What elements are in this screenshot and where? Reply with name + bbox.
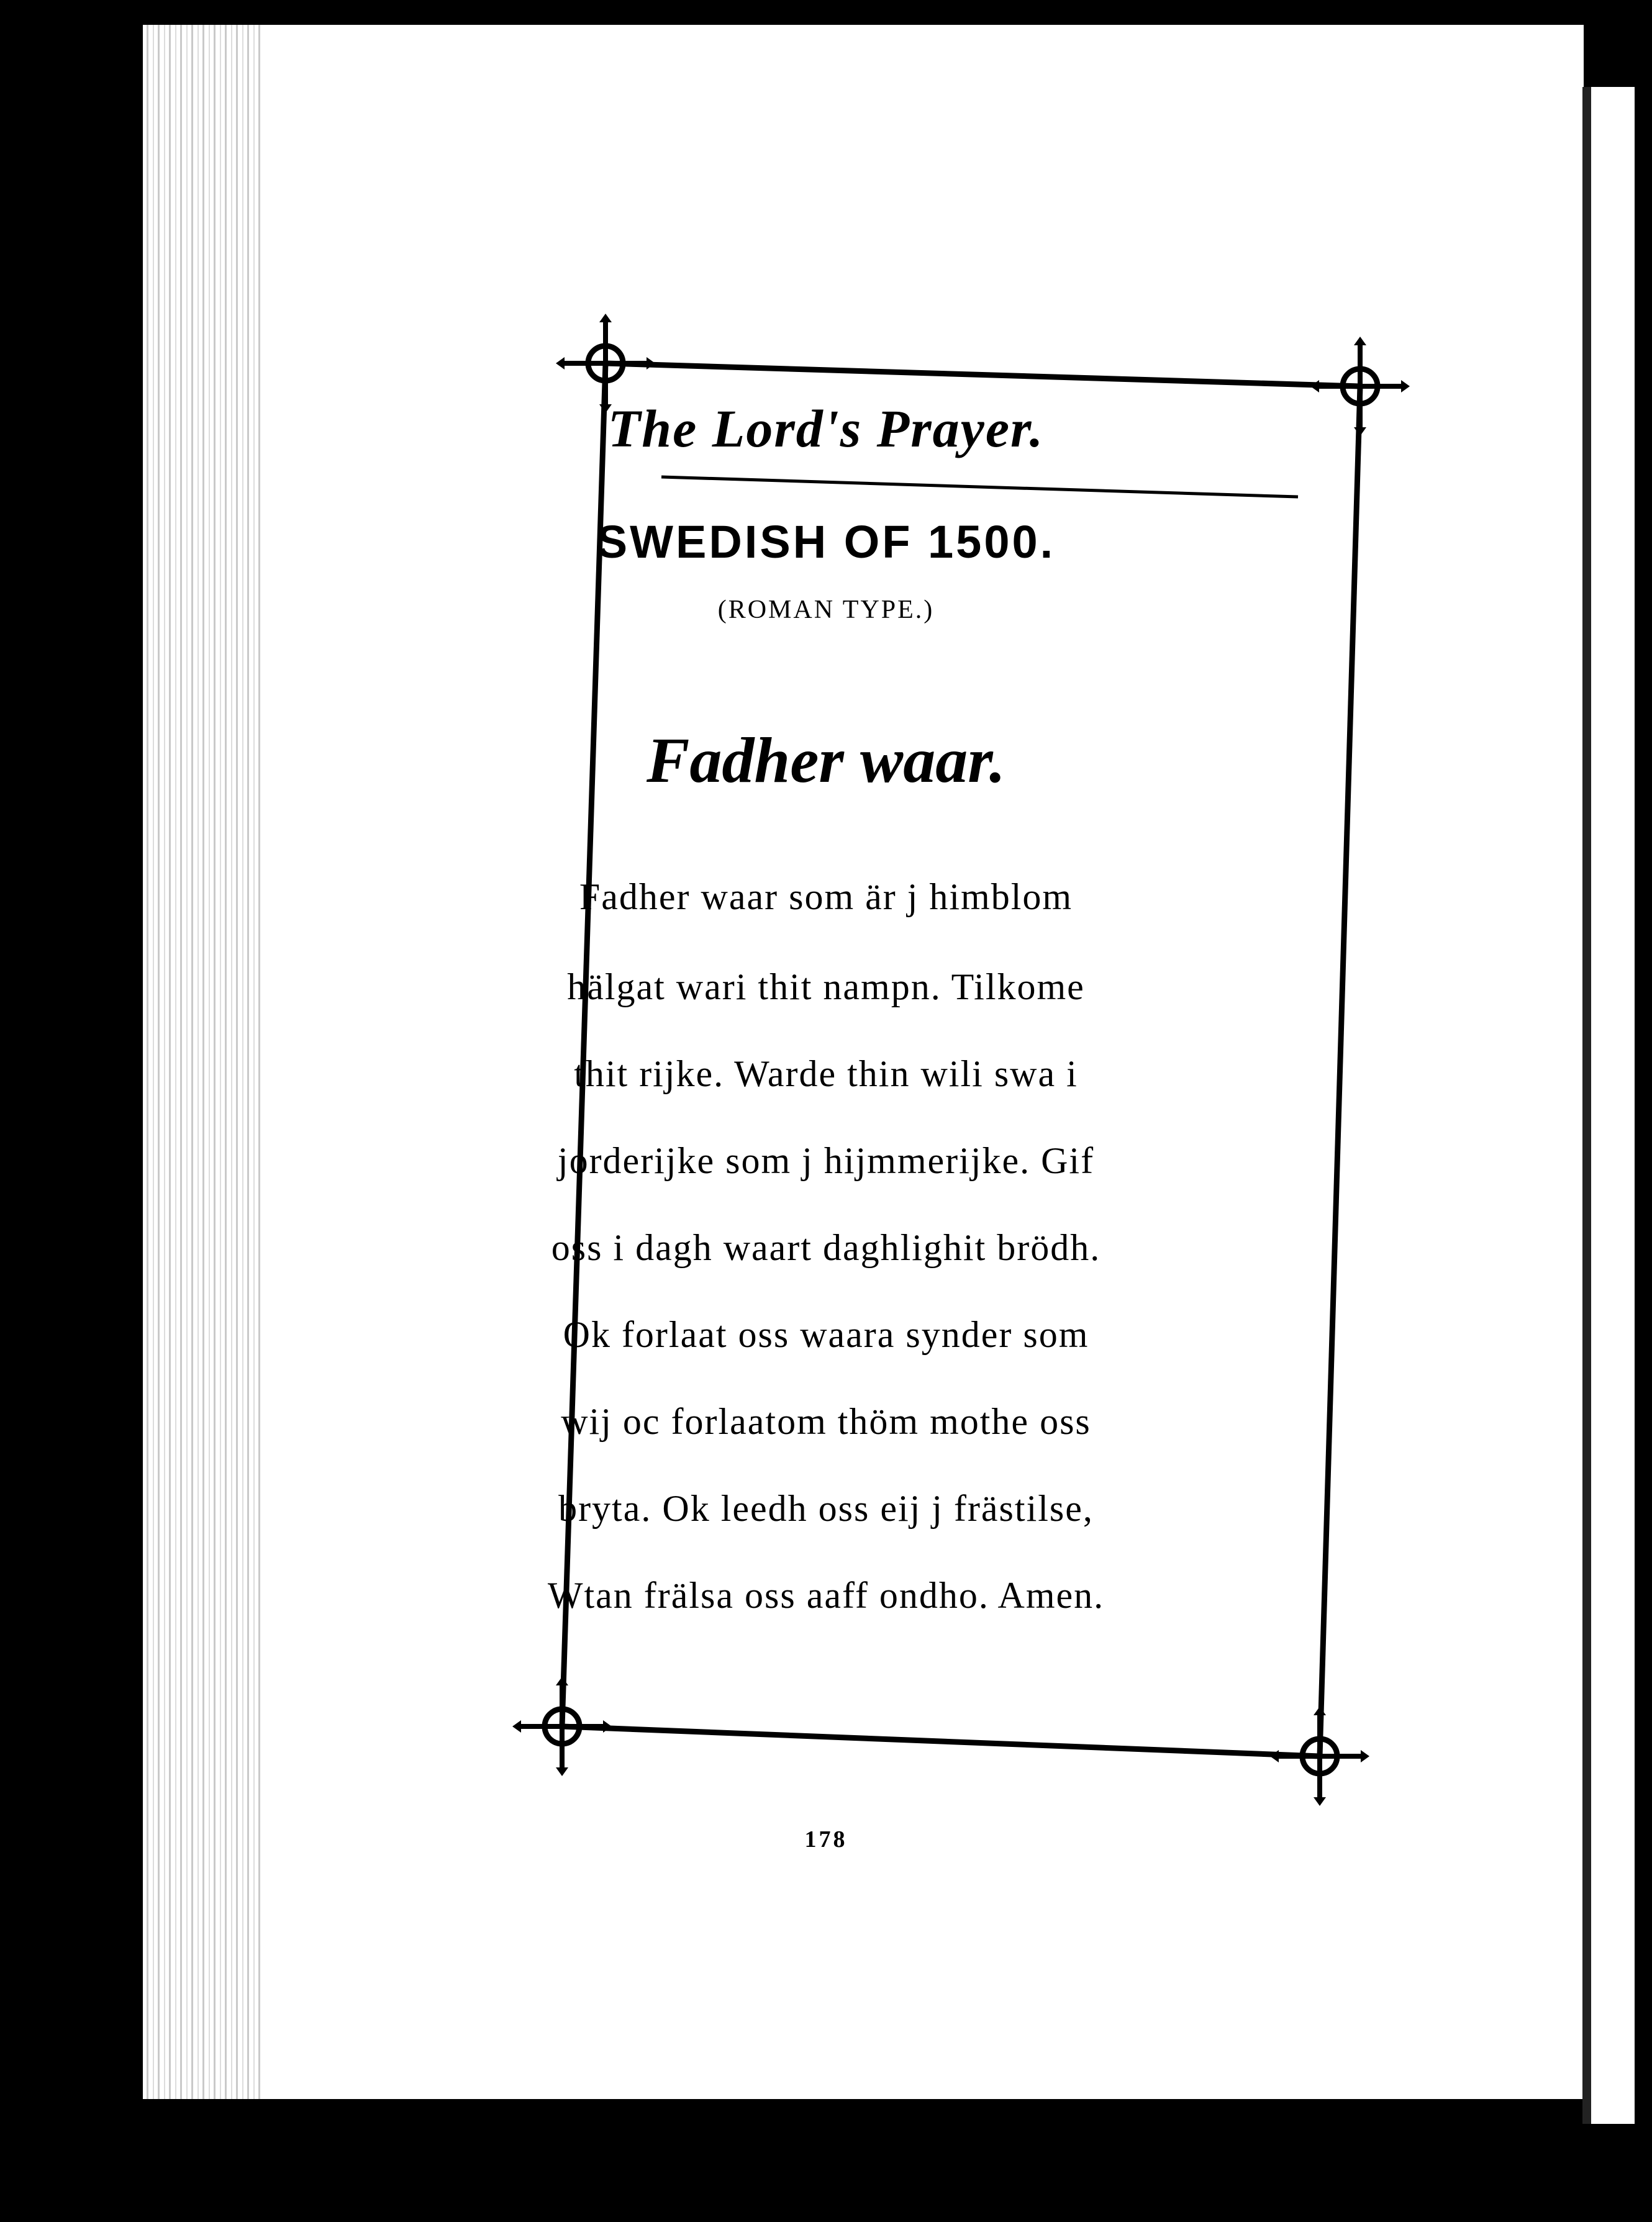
prayer-line: wij oc forlaatom thöm mothe oss — [561, 1401, 1091, 1442]
page-title: The Lord's Prayer. — [607, 399, 1045, 458]
prayer-line: thit rijke. Warde thin wili swa i — [574, 1053, 1078, 1094]
title-rule — [661, 477, 1298, 497]
prayer-line: hälgat wari thit nampn. Tilkome — [567, 966, 1085, 1007]
prayer-subtitle: Fadher waar. — [647, 725, 1005, 796]
frame-bottom-line — [562, 1726, 1320, 1756]
frame-top-line — [606, 363, 1360, 386]
section-subheading: (ROMAN TYPE.) — [717, 596, 935, 624]
prayer-line: jorderijke som j hijmmerijke. Gif — [557, 1140, 1095, 1181]
prayer-line: oss i dagh waart daghlighit brödh. — [551, 1227, 1101, 1268]
prayer-line: Wtan frälsa oss aaff ondho. Amen. — [547, 1575, 1105, 1616]
prayer-line: bryta. Ok leedh oss eij j frästilse, — [558, 1488, 1094, 1529]
corner-ornament-icon — [512, 1677, 612, 1776]
section-heading: SWEDISH OF 1500. — [596, 516, 1056, 568]
page-number: 178 — [804, 1826, 848, 1852]
prayer-line: Ok forlaat oss waara synder som — [563, 1314, 1089, 1355]
prayer-line: Fadher waar som är j himblom — [579, 876, 1073, 917]
corner-ornament-icon — [1270, 1707, 1369, 1806]
